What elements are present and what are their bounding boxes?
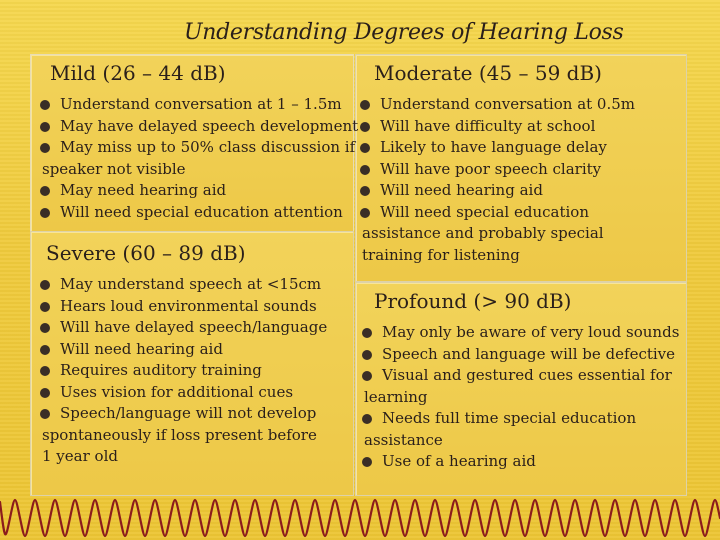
bullet-icon bbox=[40, 208, 50, 218]
item-text: Speech and language will be defective bbox=[382, 344, 676, 363]
item-text: Will need special education attention bbox=[60, 202, 343, 221]
bullet-icon bbox=[362, 414, 372, 424]
bullet-icon bbox=[40, 186, 50, 196]
list-item bbox=[40, 296, 327, 318]
list-item bbox=[40, 360, 327, 382]
bullet-icon bbox=[40, 122, 50, 132]
severe-heading: Severe (60 – 89 dB) bbox=[46, 241, 246, 265]
item-text: Use of a hearing aid bbox=[382, 452, 536, 470]
list-item bbox=[40, 202, 358, 224]
item-text: Visual and gestured cues essential for bbox=[382, 366, 672, 384]
item-text-continued: spontaneously if loss present before bbox=[42, 425, 317, 444]
bullet-icon bbox=[40, 345, 50, 355]
moderate-list bbox=[360, 94, 635, 266]
moderate-heading: Moderate (45 – 59 dB) bbox=[374, 61, 602, 85]
item-text: May miss up to 50% class discussion if bbox=[60, 138, 356, 156]
list-item bbox=[40, 180, 358, 202]
list-item bbox=[362, 408, 679, 451]
list-item bbox=[40, 339, 327, 361]
bullet-icon bbox=[40, 143, 50, 153]
bullet-icon bbox=[362, 371, 372, 381]
item-text: Requires auditory training bbox=[60, 361, 262, 379]
list-item bbox=[40, 116, 358, 138]
bullet-icon bbox=[360, 122, 370, 132]
bullet-icon bbox=[360, 208, 370, 218]
severe-list bbox=[40, 274, 327, 468]
bullet-icon bbox=[360, 186, 370, 196]
list-item bbox=[362, 322, 679, 344]
decorative-wave-border bbox=[0, 494, 720, 540]
item-text-continued: assistance and probably special bbox=[362, 224, 604, 242]
list-item bbox=[360, 116, 635, 138]
item-text: May need hearing aid bbox=[60, 181, 227, 199]
bullet-icon bbox=[360, 100, 370, 110]
item-text: Uses vision for additional cues bbox=[60, 382, 294, 401]
item-text: Will need hearing aid bbox=[60, 339, 223, 358]
bullet-icon bbox=[40, 323, 50, 333]
slide-title: Understanding Degrees of Hearing Loss bbox=[184, 20, 624, 45]
item-text: Will have poor speech clarity bbox=[380, 159, 602, 178]
bullet-icon bbox=[40, 388, 50, 398]
list-item bbox=[40, 382, 327, 404]
item-text: May only be aware of very loud sounds bbox=[382, 323, 680, 341]
bullet-icon bbox=[40, 409, 50, 419]
bullet-icon bbox=[360, 143, 370, 153]
item-text-continued: speaker not visible bbox=[42, 159, 186, 178]
list-item bbox=[360, 159, 635, 181]
mild-list bbox=[40, 94, 358, 223]
list-item bbox=[362, 344, 679, 366]
bullet-icon bbox=[40, 280, 50, 290]
list-item bbox=[40, 403, 327, 468]
list-item bbox=[362, 451, 679, 473]
item-text: May understand speech at <15cm bbox=[60, 275, 322, 293]
list-item bbox=[40, 94, 358, 116]
list-item bbox=[40, 137, 358, 180]
list-item bbox=[360, 137, 635, 159]
item-text: May have delayed speech development bbox=[60, 116, 359, 135]
item-text: Will have difficulty at school bbox=[380, 116, 596, 135]
item-text: Will need hearing aid bbox=[380, 181, 543, 199]
list-item bbox=[40, 317, 327, 339]
list-item bbox=[362, 365, 679, 408]
list-item bbox=[360, 180, 635, 202]
item-text: Will need special education bbox=[380, 202, 589, 221]
bullet-icon bbox=[40, 366, 50, 376]
item-text-continued: 1 year old bbox=[42, 447, 118, 465]
list-item bbox=[360, 202, 635, 267]
item-text: Needs full time special education bbox=[382, 409, 637, 427]
bullet-icon bbox=[362, 350, 372, 360]
bullet-icon bbox=[362, 457, 372, 467]
item-text: Hears loud environmental sounds bbox=[60, 296, 317, 315]
item-text: Likely to have language delay bbox=[380, 138, 607, 156]
profound-list bbox=[362, 322, 679, 473]
item-text: Will have delayed speech/language bbox=[60, 318, 328, 336]
item-text: Understand conversation at 0.5m bbox=[380, 95, 636, 113]
profound-heading: Profound (> 90 dB) bbox=[374, 289, 572, 313]
bullet-icon bbox=[40, 100, 50, 110]
bullet-icon bbox=[360, 165, 370, 175]
item-text-continued: training for listening bbox=[362, 245, 520, 264]
bullet-icon bbox=[40, 302, 50, 312]
item-text-continued: learning bbox=[364, 387, 428, 406]
item-text: Speech/language will not develop bbox=[60, 404, 317, 422]
bullet-icon bbox=[362, 328, 372, 338]
item-text-continued: assistance bbox=[364, 430, 443, 449]
mild-heading: Mild (26 – 44 dB) bbox=[50, 61, 226, 85]
item-text: Understand conversation at 1 – 1.5m bbox=[60, 95, 342, 113]
list-item bbox=[360, 94, 635, 116]
list-item bbox=[40, 274, 327, 296]
